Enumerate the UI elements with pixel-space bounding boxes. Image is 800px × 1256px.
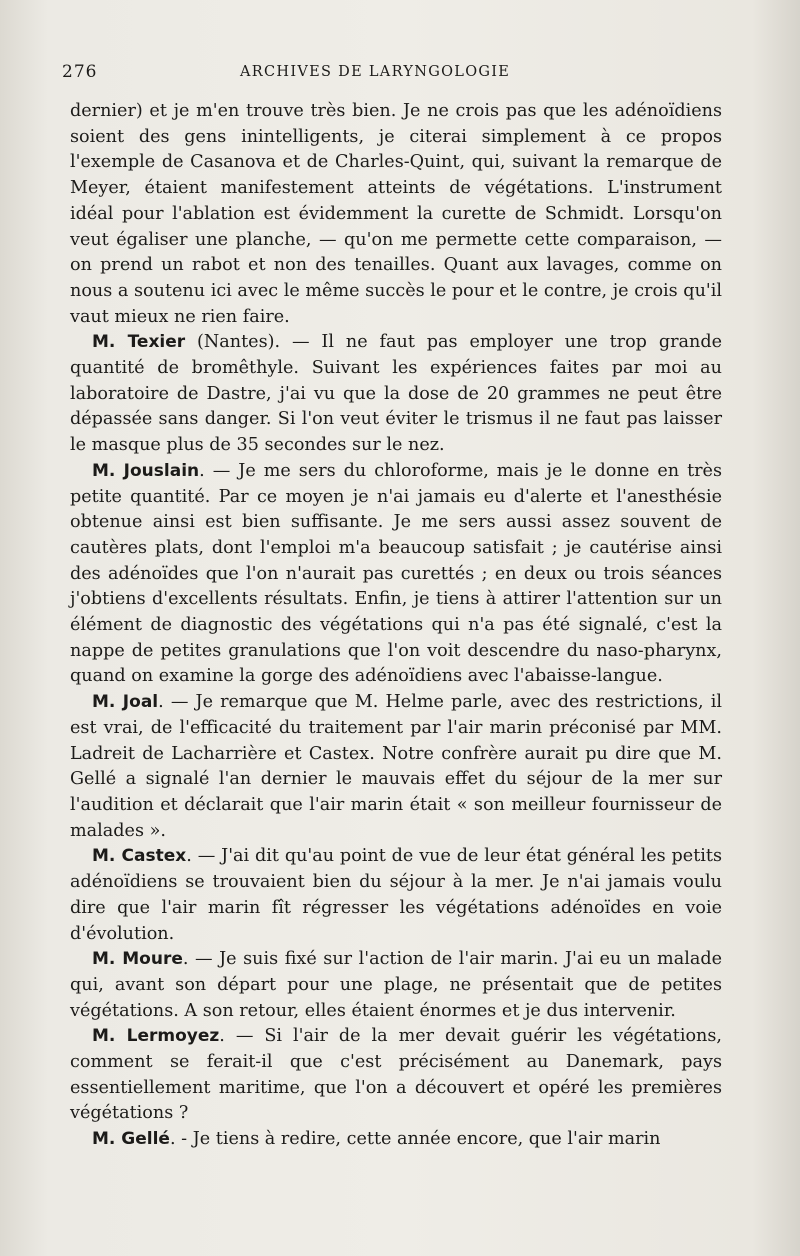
- page-number: 276: [62, 62, 98, 82]
- paragraph-castex: [70, 844, 722, 947]
- body-text: [70, 99, 722, 1153]
- speaker-name: M. Castex: [92, 846, 187, 867]
- paragraph-text: . — Je remarque que M. Helme parle, avec des restrictions, il est vrai, de l'efficacité du traitement par l'air marin préconisé par MM. Ladreit de Lacharrière et Castex. Notre confrère aurait pu dire que M. Gellé a signalé l'an dernier le mauvais effet du séjour de la mer sur l'audition et déclarait que l'air marin était « son meilleur fournisseur de malades ».: [70, 692, 722, 841]
- speaker-name: M. Jouslain: [92, 460, 200, 481]
- paragraph-texier: [70, 330, 722, 459]
- paragraph-text: . — Je suis fixé sur l'action de l'air marin. J'ai eu un malade qui, avant son départ pour une plage, ne présentait que de petites végétations. A son retour, elles étaient énormes et je dus intervenir.: [70, 949, 722, 1021]
- paragraph-continuation: [70, 99, 722, 330]
- paragraph-joal: [70, 690, 722, 844]
- paragraph-text: . - Je tiens à redire, cette année encore, que l'air marin: [169, 1129, 661, 1150]
- speaker-name: M. Joal: [92, 692, 159, 713]
- paragraph-text: . — J'ai dit qu'au point de vue de leur état général les petits adénoïdiens se trouvaient bien du séjour à la mer. Je n'ai jamais voulu dire que l'air marin fît régresser les végétations adénoïdes en voie d'évolution.: [70, 846, 722, 944]
- running-head: ARCHIVES DE LARYNGOLOGIE: [240, 64, 511, 80]
- speaker-name: M. Lermoyez: [92, 1026, 220, 1047]
- paragraph-lermoyez: [70, 1024, 722, 1127]
- paragraph-jouslain: [70, 459, 722, 690]
- paragraph-moure: [70, 947, 722, 1024]
- paragraph-text: dernier) et je m'en trouve très bien. Je ne crois pas que les adénoïdiens soient des gens inintelligents, je citerai simplement à ce propos l'exemple de Casanova et de Charles-Quint, qui, suivant la remarque de Meyer, étaient manifestement atteints de végétations. L'instrument idéal pour l'ablation est évidemment la curette de Schmidt. Lorsqu'on veut égaliser une planche, — qu'on me permette cette comparaison, — on prend un rabot et non des tenailles. Quant aux lavages, comme on nous a soutenu ici avec le même succès le pour et le contre, je crois qu'il vaut mieux ne rien faire.: [70, 101, 722, 327]
- paragraph-text: (Nantes). — Il ne faut pas employer une trop grande quantité de bromêthyle. Suivant les expériences faites par moi au laboratoire de Dastre, j'ai vu que la dose de 20 grammes ne peut être dépassée sans danger. Si l'on veut éviter le trismus il ne faut pas laisser le masque plus de 35 secondes sur le nez.: [70, 332, 722, 456]
- speaker-name: M. Texier: [92, 332, 186, 353]
- speaker-name: M. Moure: [92, 949, 183, 970]
- paragraph-text: . — Si l'air de la mer devait guérir les végétations, comment se ferait-il que c'est précisément au Danemark, pays essentiellement maritime, que l'on a découvert et opéré les premières végétations ?: [70, 1026, 722, 1124]
- speaker-name: M. Gellé: [92, 1129, 170, 1150]
- paragraph-text: . — Je me sers du chloroforme, mais je le donne en très petite quantité. Par ce moyen je n'ai jamais eu d'alerte et l'anesthésie obtenue ainsi est bien suffisante. Je me sers aussi assez souvent de cautères plats, dont l'emploi m'a beaucoup satisfait ; je cautérise ainsi des adénoïdes que l'on n'aurait pas curettés ; en deux ou trois séances j'obtiens d'excellents résultats. Enfin, je tiens à attirer l'attention sur un élément de diagnostic des végétations qui n'a pas été signalé, c'est la nappe de petites granulations que l'on voit descendre du naso-pharynx, quand on examine la gorge des adénoïdiens avec l'abaisse-langue.: [70, 460, 722, 687]
- page-header: [62, 62, 726, 90]
- paragraph-gelle: [70, 1127, 722, 1153]
